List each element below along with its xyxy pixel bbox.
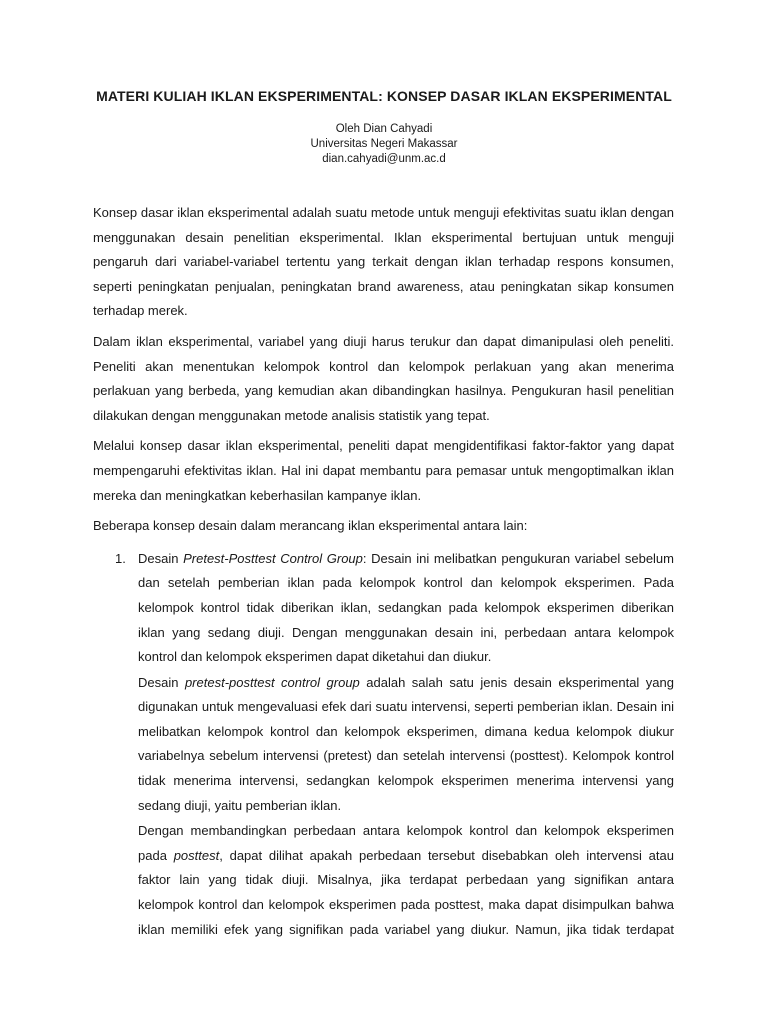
italic-term: pretest-posttest control group (184, 674, 360, 690)
paragraph: Melalui konsep dasar iklan eksperimental, peneliti dapat mengidentifikasi faktor-faktor yang dapat mempengaruhi efektivitas iklan. Hal ini dapat membantu para pemasar untuk mengoptimalkan iklan mereka dan meningkatkan keberhasilan kampanye iklan. (93, 438, 674, 503)
list-paragraph (138, 547, 674, 670)
author-block (0, 122, 768, 167)
author-name: Oleh Dian Cahyadi (335, 123, 433, 135)
list-item (93, 547, 674, 943)
author-institution: Universitas Negeri Makassar (310, 138, 458, 150)
text-run: adalah salah satu jenis desain eksperimental yang digunakan untuk mengevaluasi efek dari suatu intervensi, seperti pemberian iklan. Desain ini melibatkan kelompok kontrol dan kelompok eksperimen, dimana kedua kelompok diukur variabelnya sebelum intervensi (pretest) dan setelah intervensi (posttest). Kelompok kontrol tidak menerima intervensi, sedangkan kelompok eksperimen menerima intervensi yang sedang diuji, yaitu pemberian iklan. (138, 674, 674, 813)
document-body (93, 201, 674, 943)
list-paragraph (138, 671, 674, 819)
design-list (93, 547, 674, 943)
list-paragraph (138, 819, 674, 942)
text-run: Desain (138, 550, 184, 566)
list-item-number: 1. (115, 550, 126, 566)
author-email: dian.cahyadi@unm.ac.d (322, 153, 446, 165)
text-run: Desain (138, 674, 185, 690)
italic-term: posttest (173, 847, 220, 863)
text-run: : Desain ini melibatkan pengukuran variabel sebelum dan setelah pemberian iklan pada kelompok kontrol dan kelompok eksperimen. Pada kelompok kontrol tidak diberikan iklan, sedangkan pada kelompok eksperimen diberikan iklan yang sedang diuji. Dengan menggunakan desain ini, perbedaan antara kelompok kontrol dan kelompok eksperimen dapat diketahui dan diukur. (138, 550, 674, 665)
paragraph: Dalam iklan eksperimental, variabel yang diuji harus terukur dan dapat dimanipulasi oleh peneliti. Peneliti akan menentukan kelompok kontrol dan kelompok perlakuan yang akan menerima perlakuan yang berbeda, yang kemudian akan dibandingkan hasilnya. Pengukuran hasil penelitian dilakukan dengan menggunakan metode analisis statistik yang tepat. (93, 333, 674, 423)
document-title: MATERI KULIAH IKLAN EKSPERIMENTAL: KONSEP DASAR IKLAN EKSPERIMENTAL (96, 88, 672, 104)
paragraph: Konsep dasar iklan eksperimental adalah suatu metode untuk menguji efektivitas suatu iklan dengan menggunakan desain penelitian eksperimental. Iklan eksperimental bertujuan untuk menguji pengaruh dari variabel-variabel tertentu yang terkait dengan iklan terhadap respons konsumen, seperti peningkatan penjualan, peningkatan brand awareness, atau peningkatan sikap konsumen terhadap merek. (93, 205, 674, 319)
paragraph: Beberapa konsep desain dalam merancang iklan eksperimental antara lain: (93, 518, 528, 534)
text-run: Dengan membandingkan perbedaan antara kelompok kontrol dan kelompok eksperimen pada (138, 823, 674, 863)
italic-term: Pretest-Posttest Control Group (183, 550, 363, 566)
text-run: , dapat dilihat apakah perbedaan tersebut disebabkan oleh intervensi atau faktor lain yang tidak diuji. Misalnya, jika terdapat perbedaan yang signifikan antara kelompok kontrol dan kelompok eksperimen pada posttest, maka dapat disimpulkan bahwa iklan memiliki efek yang signifikan pada variabel yang diukur. Namun, jika tidak terdapat (138, 847, 674, 937)
